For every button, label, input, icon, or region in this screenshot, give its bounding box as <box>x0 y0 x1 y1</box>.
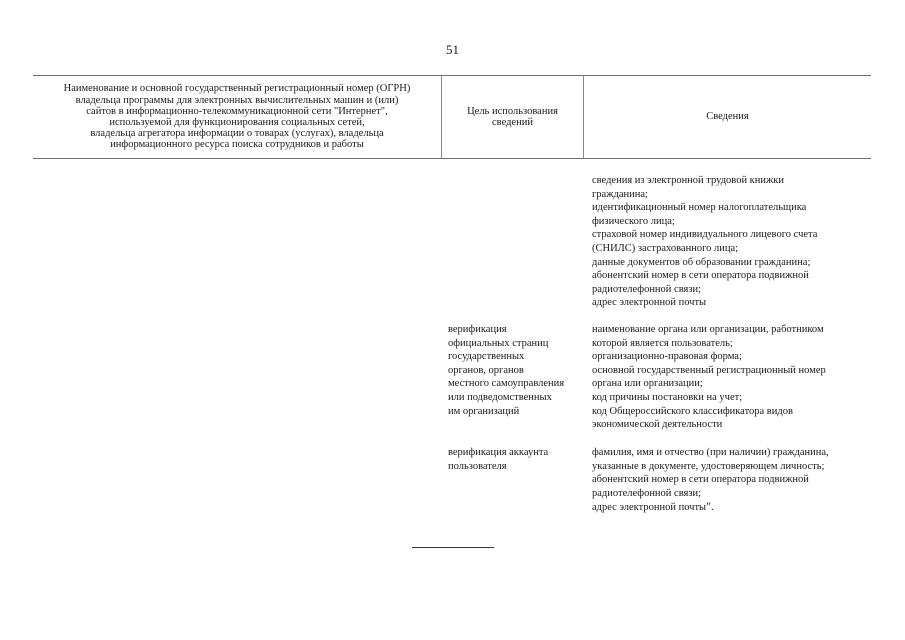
row-3-info <box>592 446 877 515</box>
header-owner-text: Наименование и основной государственный регистрационный номер (ОГРН) владельца программы для электронных вычислительных машин и (или) сайтов в информационно-телекоммуникационной сети "Интернет", используемой для функционирования социальных сетей, владельца агрегатора информации о товарах (услугах), владельца информационного ресурса поиска сотрудников и работы <box>63 83 411 151</box>
header-info <box>584 76 871 158</box>
header-purpose <box>442 76 583 158</box>
row-1-info: сведения из электронной трудовой книжки гражданина; идентификационный номер налогоплательщика физического лица; страховой номер индивидуального лицевого счета (СНИЛС) застрахованного лица; данные документов об образовании гражданина; абонентский номер в сети оператора подвижной радиотелефонной связи; адрес электронной почты <box>592 175 818 309</box>
row-3-purpose: верификация аккаунта пользователя <box>448 447 549 472</box>
row-3-info-text: фамилия, имя и отчество (при наличии) гражданина, указанные в документе, удостоверяющем личность; абонентский номер в сети оператора подвижной радиотелефонной связи; адрес электронной почты <box>592 447 829 514</box>
header-purpose-text: Цель использования сведений <box>467 105 558 128</box>
table-header-bottom-rule <box>33 158 871 159</box>
page-number: 51 <box>446 42 459 57</box>
row-2-purpose: верификация официальных страниц государственных органов, органов местного самоуправления или подведомственных им организаций <box>448 324 565 417</box>
end-separator-line <box>412 547 494 548</box>
header-info-text: Сведения <box>706 111 749 123</box>
header-owner <box>33 76 441 158</box>
closing-quote-mark: ". <box>706 499 715 514</box>
row-2-info: наименование органа или организации, работником которой является пользователь; организационно-правовая форма; основной государственный регистрационный номер органа или организации; код причины постановки на учет; код Общероссийского классификатора видов экономической деятельности <box>592 324 826 431</box>
